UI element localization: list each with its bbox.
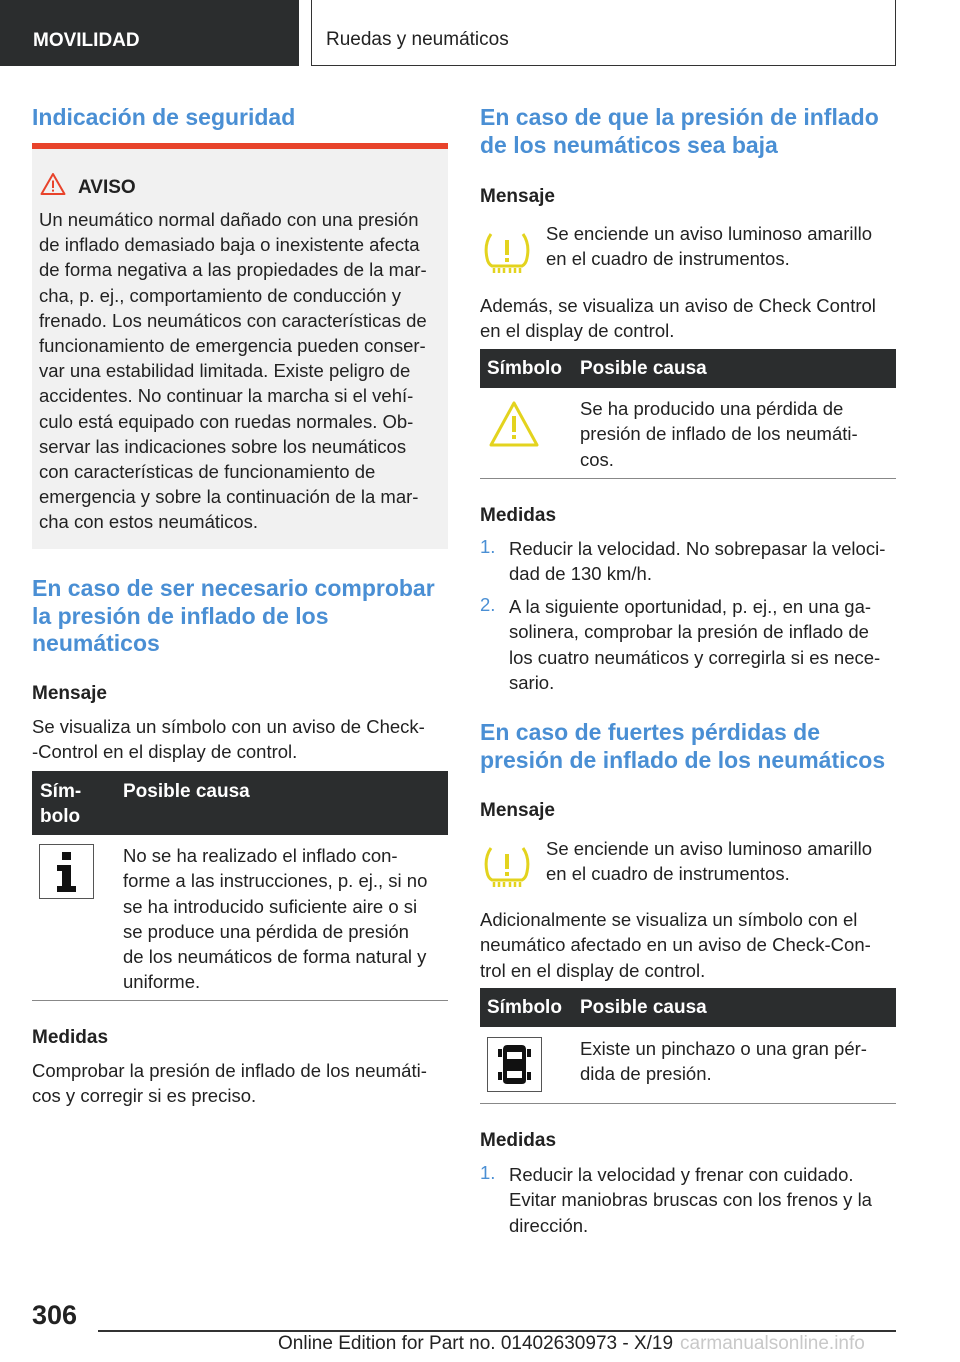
message-text: Se visualiza un símbolo con un aviso de Check- -Control en el display de control. xyxy=(32,716,425,763)
edition-text: Online Edition for Part no. 01402630973 - X/19 xyxy=(278,1333,674,1354)
warning-triangle-icon xyxy=(488,400,540,448)
step-number: 1. xyxy=(480,1162,496,1183)
divider xyxy=(480,1103,896,1104)
divider xyxy=(32,1000,448,1001)
step-number: 1. xyxy=(480,536,496,557)
message-label: Mensaje xyxy=(480,186,555,207)
warning-triangle-icon xyxy=(40,172,66,196)
col-cause: Posible causa xyxy=(123,781,250,802)
severe-loss-heading: En caso de fuertes pérdidas de presión de inflado de los neumáticos xyxy=(480,719,886,773)
col-cause: Posible causa xyxy=(580,358,707,379)
table-row: Se ha producido una pérdida de presión de inflado de los neumáti- cos. xyxy=(580,398,858,470)
message-label: Mensaje xyxy=(480,800,555,821)
also-text: Además, se visualiza un aviso de Check Control en el display de control. xyxy=(480,295,876,342)
measures-label: Medidas xyxy=(480,1130,557,1151)
step-text: Reducir la velocidad y frenar con cuidado. Evitar maniobras bruscas con los frenos y la dirección. xyxy=(509,1164,872,1236)
tpms-warning-icon xyxy=(482,844,532,890)
measures-text: Comprobar la presión de inflado de los neumáti- cos y corregir si es preciso. xyxy=(32,1060,427,1107)
message-text: Se enciende un aviso luminoso amarillo en el cuadro de instrumentos. xyxy=(546,838,872,885)
measures-label: Medidas xyxy=(480,505,557,526)
measures-label: Medidas xyxy=(32,1027,109,1048)
col-cause: Posible causa xyxy=(580,997,707,1018)
low-pressure-heading: En caso de que la presión de inflado de los neumáticos sea baja xyxy=(480,104,879,158)
chapter-tab: Ruedas y neumáticos xyxy=(311,0,896,66)
table-row: Existe un pinchazo o una gran pér- dida de presión. xyxy=(580,1038,867,1085)
table-row: No se ha realizado el inflado con- forme a las instrucciones, p. ej., si no se ha introducido suficiente aire o si se produce una pérdida de presión de los neumáticos de forma natural y uniforme. xyxy=(123,845,428,993)
page-number: 306 xyxy=(32,1300,78,1330)
table-header xyxy=(480,349,896,388)
info-icon xyxy=(39,844,94,899)
warning-box xyxy=(32,143,448,549)
car-tire-icon xyxy=(487,1037,542,1092)
message-label: Mensaje xyxy=(32,683,107,704)
warning-text: Un neumático normal dañado con una presión de inflado demasiado baja o inexistente afecta de forma negativa a las propiedades de la mar- cha, p. ej., comportamiento de conducción y frenado. Los neumáticos con características de funcionamiento de emergencia pueden conser- var una estabilidad limitada. Existe peligro de accidentes. No continuar la marcha si el vehí- culo está equipado con ruedas normales. Ob- servar las indicaciones sobre los neumáticos con características de funcionamiento de emergencia y sobre la continuación de la mar- cha con estos neumáticos. xyxy=(39,209,427,533)
col-symbol: Símbolo xyxy=(487,997,562,1018)
step-number: 2. xyxy=(480,594,496,615)
table-header xyxy=(480,988,896,1027)
additional-text: Adicionalmente se visualiza un símbolo con el neumático afectado en un aviso de Check-Con- trol en el display de control. xyxy=(480,909,871,981)
page-header xyxy=(0,0,960,66)
col-symbol: Sím- bolo xyxy=(40,781,82,827)
warning-label: AVISO xyxy=(78,177,136,198)
tpms-warning-icon xyxy=(482,230,532,276)
watermark: carmanualsonline.info xyxy=(680,1333,865,1354)
safety-heading: Indicación de seguridad xyxy=(32,104,296,130)
check-pressure-heading: En caso de ser necesario comprobar la presión de inflado de los neumáticos xyxy=(32,575,435,656)
section-tab: MOVILIDAD xyxy=(0,0,299,66)
step-text: Reducir la velocidad. No sobrepasar la veloci- dad de 130 km/h. xyxy=(509,538,886,585)
table-header xyxy=(32,771,448,835)
divider xyxy=(480,478,896,479)
message-text: Se enciende un aviso luminoso amarillo en el cuadro de instrumentos. xyxy=(546,223,872,270)
step-text: A la siguiente oportunidad, p. ej., en una ga- solinera, comprobar la presión de inflado de los cuatro neumáticos y corregirla si es nece- sario. xyxy=(509,596,881,693)
col-symbol: Símbolo xyxy=(487,358,562,379)
footer-rule xyxy=(98,1330,896,1332)
